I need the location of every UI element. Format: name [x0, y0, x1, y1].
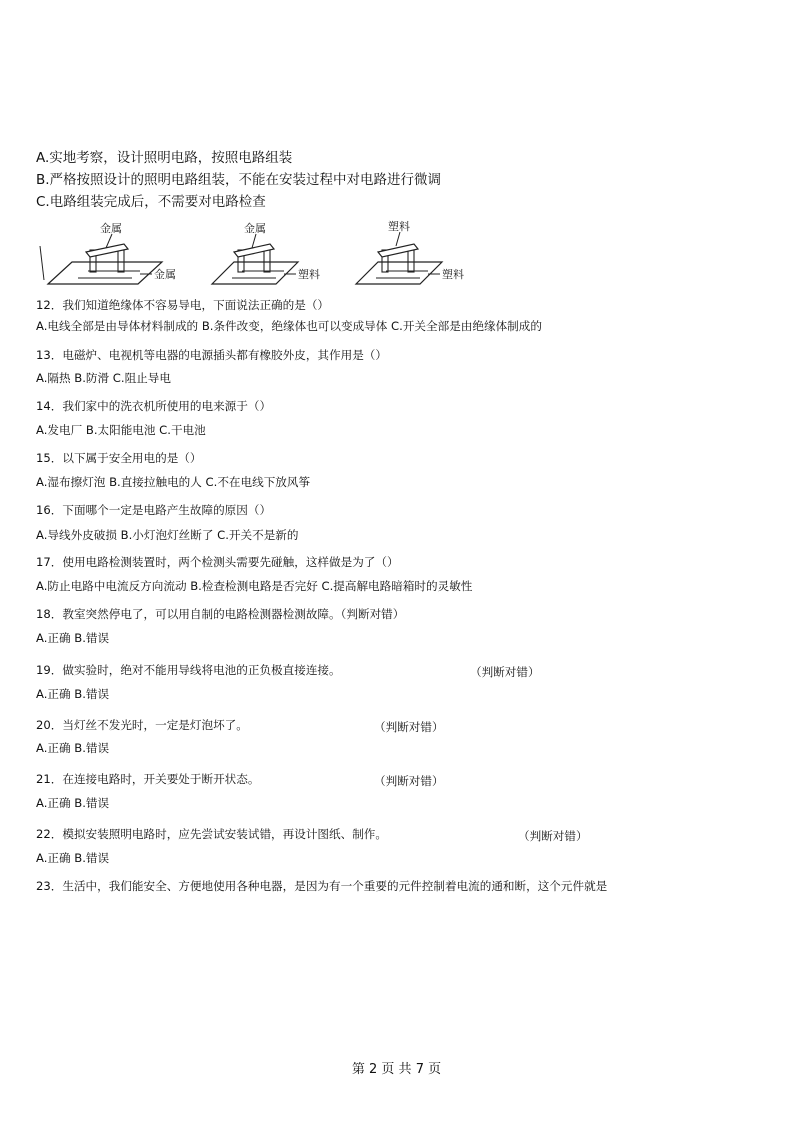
switch-figures: [34, 216, 474, 290]
question-21-options: A.正确 B.错误: [36, 796, 110, 810]
page-footer: 第 2 页 共 7 页: [351, 1062, 442, 1077]
question-19-judge: （判断对错）: [470, 665, 540, 679]
switch-figure-2: [184, 216, 334, 294]
question-20-options: A.正确 B.错误: [36, 741, 110, 755]
figure-top-label: 塑料: [388, 220, 410, 233]
question-13: 13．电磁炉、电视机等电器的电源插头都有橡胶外皮，其作用是（）: [36, 348, 387, 362]
option-a: A.实地考察，设计照明电路，按照电路组装: [36, 150, 293, 166]
figure-top-label: 金属: [100, 222, 122, 235]
question-12: 12．我们知道绝缘体不容易导电，下面说法正确的是（）: [36, 298, 330, 312]
question-18: 18．教室突然停电了，可以用自制的电路检测器检测故障。（判断对错）: [36, 607, 405, 621]
question-22-options: A.正确 B.错误: [36, 851, 110, 865]
question-16-options: A.导线外皮破损 B.小灯泡灯丝断了 C.开关不是新的: [36, 528, 299, 542]
question-15-options: A.湿布擦灯泡 B.直接拉触电的人 C.不在电线下放风筝: [36, 475, 311, 489]
switch-figure-3: [330, 216, 480, 294]
option-c: C.电路组装完成后，不需要对电路检查: [36, 194, 266, 210]
question-12-options: A.电线全部是由导体材料制成的 B.条件改变，绝缘体也可以变成导体 C.开关全部是由绝缘体制成的: [36, 319, 542, 333]
question-20: 20．当灯丝不发光时，一定是灯泡坏了。: [36, 718, 248, 732]
question-22-judge: （判断对错）: [518, 829, 588, 843]
question-19: 19．做实验时，绝对不能用导线将电池的正负极直接连接。: [36, 663, 341, 677]
question-19-options: A.正确 B.错误: [36, 687, 110, 701]
switch-figure-1: [34, 216, 184, 294]
question-13-options: A.隔热 B.防滑 C.阻止导电: [36, 371, 171, 385]
question-14: 14．我们家中的洗衣机所使用的电来源于（）: [36, 399, 272, 413]
figure-side-label: 塑料: [442, 268, 464, 281]
question-17-options: A.防止电路中电流反方向流动 B.检查检测电路是否完好 C.提高解电路暗箱时的灵敏性: [36, 579, 473, 593]
question-23: 23．生活中，我们能安全、方便地使用各种电器，是因为有一个重要的元件控制着电流的通和断，这个元件就是: [36, 879, 608, 893]
figure-top-label: 金属: [244, 222, 266, 235]
figure-side-label: 金属: [154, 268, 176, 281]
question-18-options: A.正确 B.错误: [36, 631, 110, 645]
question-15: 15．以下属于安全用电的是（）: [36, 451, 202, 465]
figure-side-label: 塑料: [298, 268, 320, 281]
question-22: 22．模拟安装照明电路时，应先尝试安装试错，再设计图纸、制作。: [36, 827, 387, 841]
question-17: 17．使用电路检测装置时，两个检测头需要先碰触，这样做是为了（）: [36, 555, 399, 569]
question-21-judge: （判断对错）: [374, 774, 444, 788]
question-14-options: A.发电厂 B.太阳能电池 C.干电池: [36, 423, 206, 437]
option-b: B.严格按照设计的照明电路组装，不能在安装过程中对电路进行微调: [36, 172, 442, 188]
question-21: 21．在连接电路时，开关要处于断开状态。: [36, 772, 260, 786]
question-16: 16．下面哪个一定是电路产生故障的原因（）: [36, 503, 272, 517]
question-20-judge: （判断对错）: [374, 720, 444, 734]
